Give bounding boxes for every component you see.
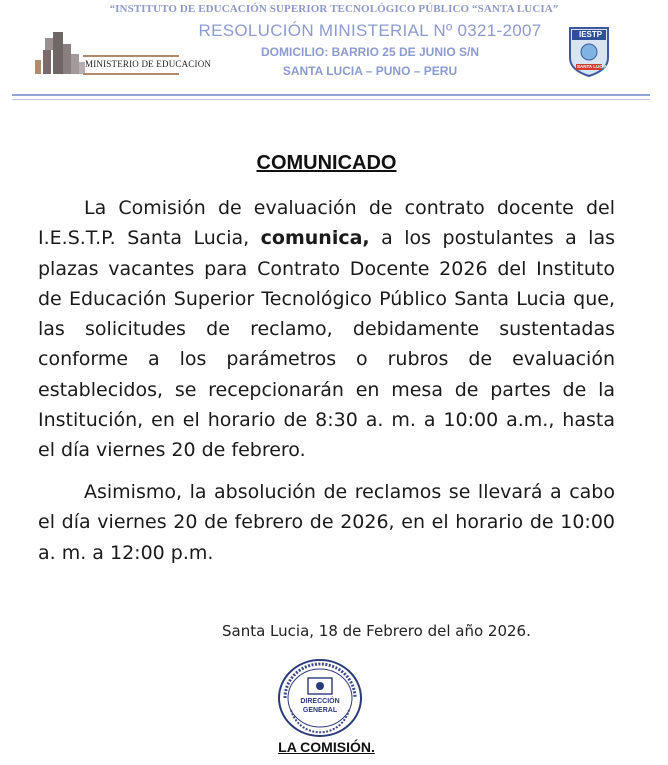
paragraph-2: Asimismo, la absolución de reclamos se llevará a cabo el día viernes 20 de febrero de 2026, en el horario de 10:00 a. m. a 12:00 p.m. xyxy=(38,481,615,564)
header-divider-secondary xyxy=(12,99,650,100)
resolution-line: RESOLUCIÓN MINISTERIAL Nº 0321-2007 xyxy=(198,21,542,40)
paragraph-1-body: a los postulantes a las plazas vacantes para Contrato Docente 2026 del Instituto de Educación Superior Tecnológico Público Santa Lucia que, las solicitudes de reclamo, debidamente sustentadas conforme a los parámetros o rubros de evaluación establecidos, se recepcionarán en mesa de partes de la Institución, en el horario de 8:30 a. m. a 10:00 a.m., hasta el día viernes 20 de febrero. xyxy=(38,227,615,462)
ministry-logo-label: MINISTERIO DE EDUCACION xyxy=(85,59,212,69)
paragraph-1-intro: La Comisión de evaluación de contrato docente del I.E.S.T.P. Santa Lucia, xyxy=(38,197,615,250)
school-logo xyxy=(566,24,612,78)
paragraph-1-emphasis: comunica, xyxy=(260,227,370,250)
location-line: SANTA LUCIA – PUNO – PERU xyxy=(282,64,458,78)
document-title: COMUNICADO xyxy=(256,152,397,174)
paragraph-1 xyxy=(38,193,615,466)
address-line: DOMICILIO: BARRIO 25 DE JUNIO S/N xyxy=(260,45,480,59)
header-divider xyxy=(12,94,650,96)
seal-label-line-2: GENERAL xyxy=(302,707,338,714)
seal-label-line-1: DIRECCIÓN xyxy=(300,698,340,705)
signature-line: LA COMISIÓN. xyxy=(278,739,375,755)
school-logo-label: IESTP xyxy=(579,30,603,39)
school-logo-sublabel: SANTA LUCIA xyxy=(577,64,607,69)
institute-name-line: “INSTITUTO DE EDUCACIÓN SUPERIOR TECNOLÓGICO PÚBLICO “SANTA LUCIA” xyxy=(109,3,559,15)
date-line: Santa Lucia, 18 de Febrero del año 2026. xyxy=(222,622,531,640)
official-seal xyxy=(277,658,363,738)
